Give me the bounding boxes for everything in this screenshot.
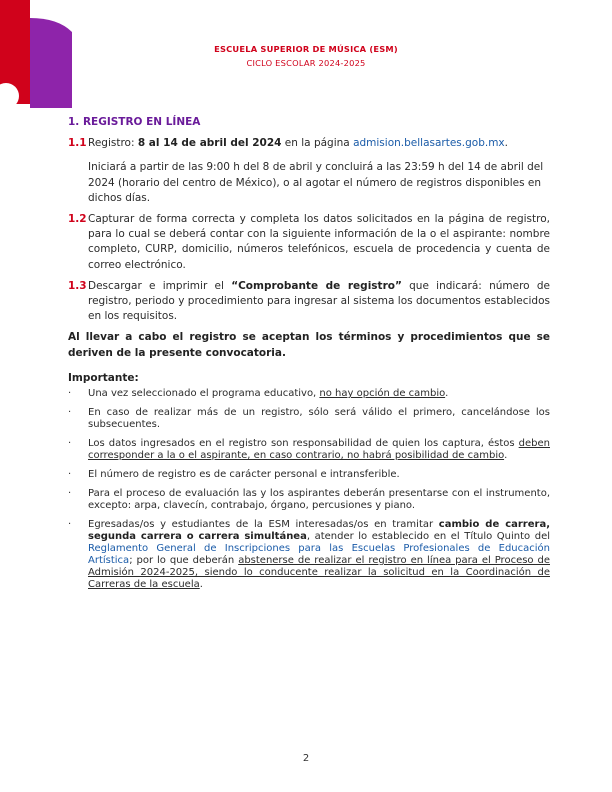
school-name: ESCUELA SUPERIOR DE MÚSICA (ESM) (214, 44, 398, 54)
registration-period: 8 al 14 de abril del 2024 (137, 137, 282, 150)
capture-data-text: Capturar de forma correcta y completa los datos solicitados en la página de registro, para lo cual se deberá contar con la siguiente información de la o el aspirante: nombre completo, CURP, domicilio, números telefónicos, escuela de procedencia y cuenta de correo electrónico. (88, 213, 550, 271)
receipt-name: “Comprobante de registro” (231, 279, 402, 292)
item-number: 1.3 (68, 279, 87, 292)
text-segment: que indicará: número de registro, periodo y procedimiento para ingresar al sistema los documentos establecidos en los requisitos. (88, 279, 550, 323)
important-label: Importante: (68, 371, 139, 384)
bullet-icon: · (68, 388, 72, 400)
text-segment: Registro: (88, 137, 138, 150)
list-item (68, 438, 550, 462)
text-segment: En caso de realizar más de un registro, sólo será válido el primero, cancelándose los subsecuentes. (88, 407, 550, 431)
underlined-text: deben corresponder a la o el aspirante, en caso contrario, no habrá posibilidad de cambio (88, 438, 550, 462)
regulation-link[interactable]: Reglamento General de Inscripciones para las Escuelas Profesionales de Educación Artística (88, 543, 550, 567)
text-segment: Descargar e imprimir el (88, 279, 232, 292)
text-segment: Egresadas/os y estudiantes de la ESM interesadas/os en tramitar (88, 519, 439, 531)
career-change-options: cambio de carrera, segunda carrera o carrera simultánea (88, 519, 550, 543)
main-content (68, 115, 550, 598)
text-segment: . (504, 450, 508, 462)
text-segment: Para el proceso de evaluación las y los aspirantes deberán presentarse con el instrumento, excepto: arpa, clavecín, contrabajo, órgano, percusiones y piano. (88, 488, 550, 512)
item-1-3 (68, 279, 550, 325)
bullet-icon: · (68, 469, 72, 481)
list-item (68, 519, 550, 591)
bullet-icon: · (68, 488, 72, 500)
text-segment: Una vez seleccionado el programa educativo, (88, 388, 320, 400)
text-segment: , atender lo establecido en el Título Quinto del (306, 531, 550, 543)
underlined-text: no hay opción de cambio (319, 388, 446, 400)
document-header (0, 44, 612, 68)
text-segment: . (504, 137, 508, 150)
bullet-icon: · (68, 407, 72, 419)
acceptance-statement: Al llevar a cabo el registro se aceptan los términos y procedimientos que se deriven de la presente convocatoria. (68, 331, 550, 359)
important-list (68, 388, 550, 591)
registration-dates (88, 136, 550, 151)
admission-link[interactable]: admision.bellasartes.gob.mx (353, 137, 505, 150)
item-number: 1.2 (68, 213, 87, 226)
text-segment: en la página (281, 137, 354, 150)
section-title: 1. REGISTRO EN LÍNEA (68, 116, 201, 128)
bullet-icon: · (68, 519, 72, 531)
text-segment: Los datos ingresados en el registro son responsabilidad de quien los captura, éstos (88, 438, 519, 450)
text-segment: . (445, 388, 449, 400)
list-item (68, 469, 550, 481)
download-receipt-text (88, 279, 550, 325)
item-1-2 (68, 212, 550, 273)
school-cycle: CICLO ESCOLAR 2024-2025 (246, 58, 366, 68)
underlined-text: abstenerse de realizar el registro en línea para el Proceso de Admisión 2024-2025, siendo lo conducente realizar la solicitud en la Coordinación de Carreras de la escuela (88, 555, 550, 591)
list-item (68, 388, 550, 400)
text-segment: ; por lo que deberán (129, 555, 239, 567)
item-number: 1.1 (68, 137, 87, 150)
item-1-1 (68, 136, 550, 206)
page-number: 2 (302, 753, 310, 764)
bullet-icon: · (68, 438, 72, 450)
list-item (68, 407, 550, 431)
text-segment: . (199, 579, 203, 591)
registration-schedule: Iniciará a partir de las 9:00 h del 8 de abril y concluirá a las 23:59 h del 14 de abril del 2024 (horario del centro de México), o al agotar el número de registros disponibles en dichos días. (88, 161, 544, 204)
text-segment: El número de registro es de carácter personal e intransferible. (88, 469, 400, 481)
list-item (68, 488, 550, 512)
